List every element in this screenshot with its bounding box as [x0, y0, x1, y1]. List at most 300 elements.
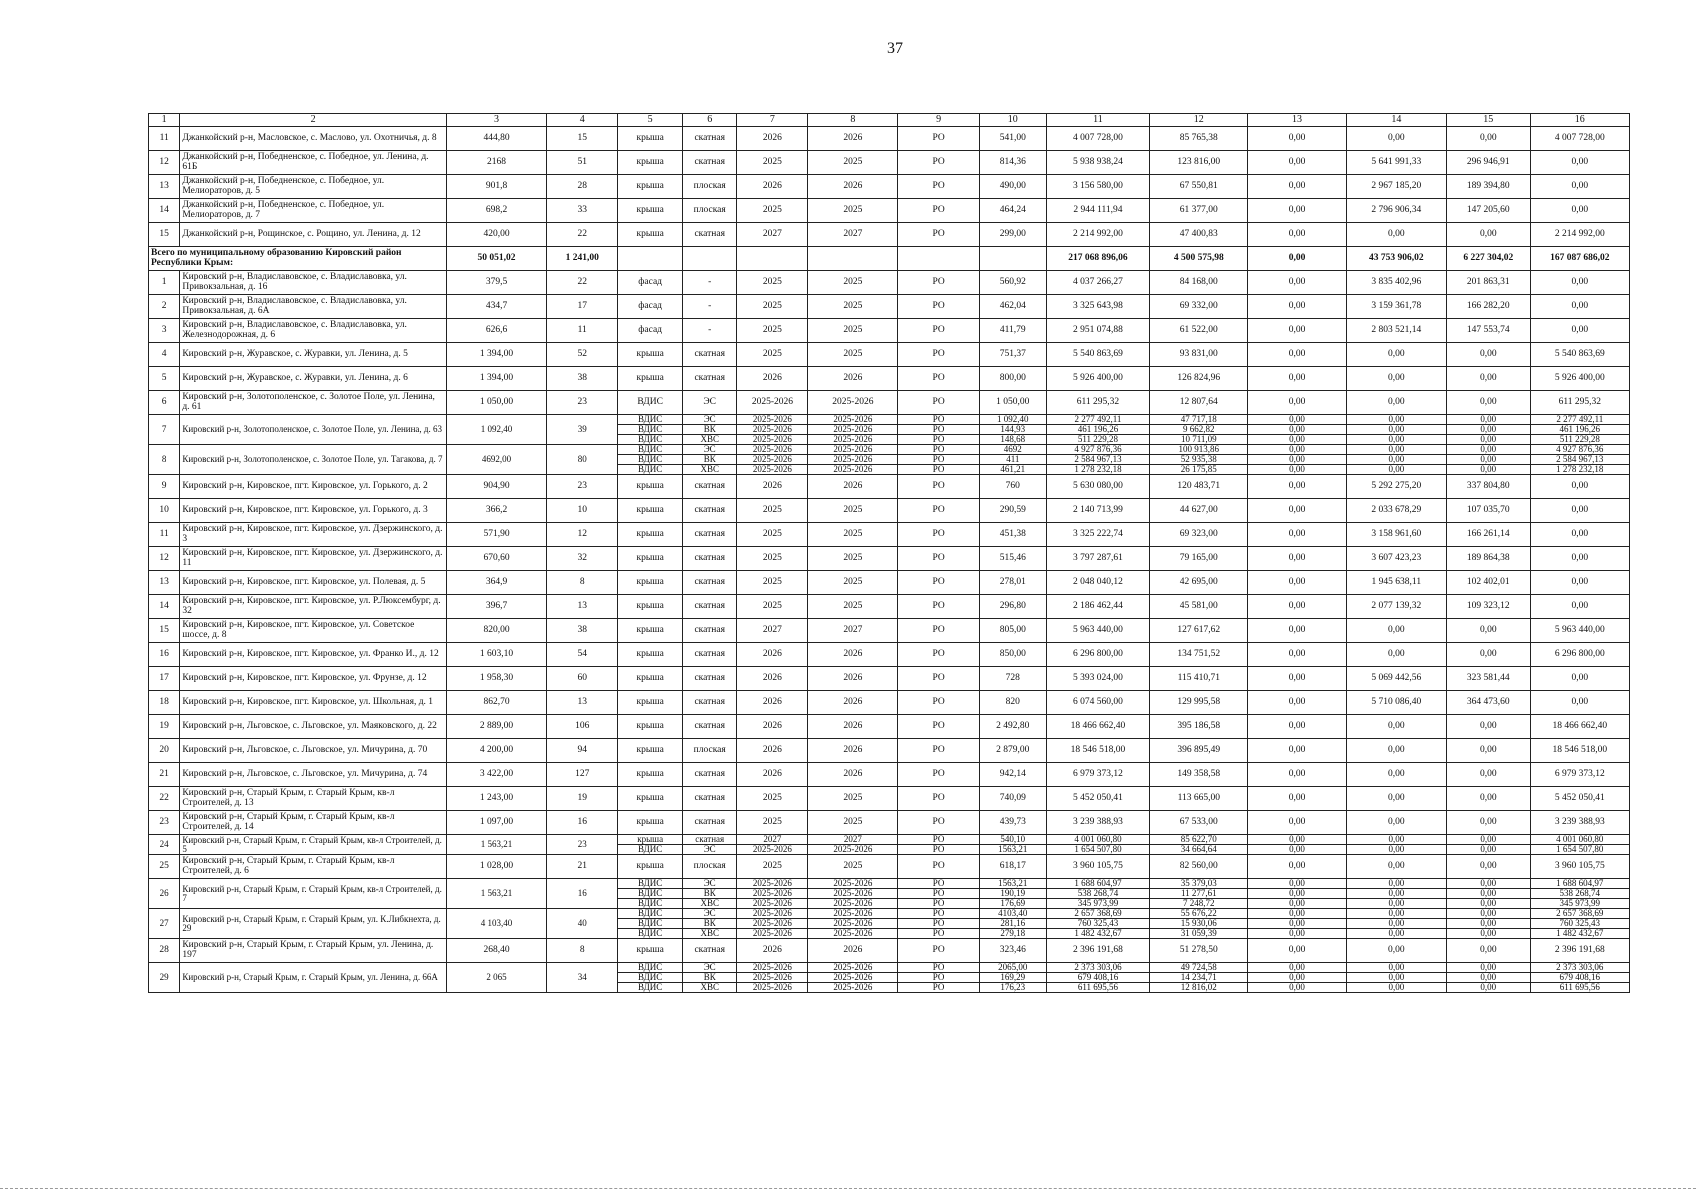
- address-cell: Кировский р-н, Кировское, пгт. Кировское, ул. Горького, д. 3: [180, 499, 447, 523]
- col15-cell: 189 864,38: [1446, 547, 1530, 571]
- total-cost-cell: 1 654 507,80: [1046, 845, 1149, 855]
- year-end-cell: 2025: [808, 547, 898, 571]
- total-cost-cell: 3 797 287,61: [1046, 547, 1149, 571]
- year-start-cell: 2026: [737, 715, 808, 739]
- col12-cell: 10 711,09: [1150, 435, 1248, 445]
- year-end-cell: 2026: [808, 475, 898, 499]
- year-start-cell: 2026: [737, 939, 808, 963]
- unit-cell: 2 492,80: [979, 715, 1046, 739]
- col12-cell: 12 807,64: [1150, 391, 1248, 415]
- col16-cell: 0,00: [1530, 151, 1629, 175]
- table-row: [149, 271, 1630, 295]
- col15-cell: 0,00: [1446, 465, 1530, 475]
- area-cell: 1 097,00: [446, 811, 546, 835]
- col14-cell: 0,00: [1346, 763, 1446, 787]
- total-cost-cell: 4 007 728,00: [1046, 127, 1149, 151]
- year-end-cell: 2026: [808, 691, 898, 715]
- area-cell: 420,00: [446, 223, 546, 247]
- year-end-cell: 2026: [808, 939, 898, 963]
- residents-cell: 11: [547, 319, 618, 343]
- fund-cell: РО: [898, 983, 980, 993]
- year-end-cell: 2027: [808, 223, 898, 247]
- col14-cell: 0,00: [1346, 973, 1446, 983]
- area-cell: 396,7: [446, 595, 546, 619]
- col13-cell: 0,00: [1248, 909, 1346, 919]
- col12-cell: 52 935,38: [1150, 455, 1248, 465]
- fund-cell: РО: [898, 963, 980, 973]
- residents-cell: 106: [547, 715, 618, 739]
- year-start-cell: 2027: [737, 835, 808, 845]
- roof-type-cell: -: [683, 319, 737, 343]
- col14-cell: 0,00: [1346, 855, 1446, 879]
- col12-cell: 11 277,61: [1150, 889, 1248, 899]
- element-cell: ВДИС: [618, 899, 683, 909]
- fund-cell: РО: [898, 127, 980, 151]
- unit-cell: 1 050,00: [979, 391, 1046, 415]
- col13-cell: 0,00: [1248, 343, 1346, 367]
- address-cell: Джанкойский р-н, Рощинское, с. Рощино, ул. Ленина, д. 12: [180, 223, 447, 247]
- fund-cell: РО: [898, 835, 980, 845]
- col12-cell: 85 622,70: [1150, 835, 1248, 845]
- col15-cell: 0,00: [1446, 391, 1530, 415]
- col16-cell: 1 688 604,97: [1530, 879, 1629, 889]
- col15-cell: 323 581,44: [1446, 667, 1530, 691]
- fund-cell: РО: [898, 425, 980, 435]
- col15-cell: 0,00: [1446, 425, 1530, 435]
- col15-cell: 201 863,31: [1446, 271, 1530, 295]
- area-cell: 4692,00: [446, 445, 546, 475]
- col12-cell: 42 695,00: [1150, 571, 1248, 595]
- address-cell: Кировский р-н, Льговское, с. Льговское, ул. Маяковского, д. 22: [180, 715, 447, 739]
- col13-cell: 0,00: [1248, 435, 1346, 445]
- total-cost-cell: 345 973,99: [1046, 899, 1149, 909]
- roof-type-cell: скатная: [683, 475, 737, 499]
- residents-cell: 52: [547, 343, 618, 367]
- year-end-cell: 2025-2026: [808, 929, 898, 939]
- col16-cell: 2 396 191,68: [1530, 939, 1629, 963]
- col14-cell: 5 069 442,56: [1346, 667, 1446, 691]
- area-cell: 1 563,21: [446, 879, 546, 909]
- column-number-6: 6: [683, 114, 737, 127]
- table-row: [149, 223, 1630, 247]
- element-cell: ВДИС: [618, 973, 683, 983]
- area-cell: 2 065: [446, 963, 546, 993]
- unit-cell: 490,00: [979, 175, 1046, 199]
- address-cell: Кировский р-н, Льговское, с. Льговское, ул. Мичурина, д. 74: [180, 763, 447, 787]
- col12-cell: 26 175,85: [1150, 465, 1248, 475]
- col14-cell: 2 077 139,32: [1346, 595, 1446, 619]
- column-number-2: 2: [180, 114, 447, 127]
- table-row: [149, 295, 1630, 319]
- col13-cell: 0,00: [1248, 199, 1346, 223]
- year-start-cell: 2026: [737, 643, 808, 667]
- row-number-cell: 14: [149, 199, 180, 223]
- col12-cell: 67 550,81: [1150, 175, 1248, 199]
- row-number-cell: 16: [149, 643, 180, 667]
- col14-cell: 0,00: [1346, 983, 1446, 993]
- fund-cell: РО: [898, 343, 980, 367]
- fund-cell: РО: [898, 715, 980, 739]
- col13-cell: 0,00: [1248, 465, 1346, 475]
- fund-cell: РО: [898, 619, 980, 643]
- total-cost-cell: 2 214 992,00: [1046, 223, 1149, 247]
- col14-cell: 2 796 906,34: [1346, 199, 1446, 223]
- col14-cell: 0,00: [1346, 939, 1446, 963]
- col13-cell: 0,00: [1248, 445, 1346, 455]
- address-cell: Кировский р-н, Льговское, с. Льговское, ул. Мичурина, д. 70: [180, 739, 447, 763]
- roof-type-cell: [683, 247, 737, 271]
- year-start-cell: 2025: [737, 571, 808, 595]
- col15-cell: 364 473,60: [1446, 691, 1530, 715]
- col16-cell: 0,00: [1530, 547, 1629, 571]
- address-cell: Кировский р-н, Золотополенское, с. Золотое Поле, ул. Тагакова, д. 7: [180, 445, 447, 475]
- column-number-4: 4: [547, 114, 618, 127]
- total-cost-cell: 2 277 492,11: [1046, 415, 1149, 425]
- col16-cell: 0,00: [1530, 595, 1629, 619]
- year-end-cell: 2026: [808, 127, 898, 151]
- table-row: [149, 909, 1630, 919]
- col16-cell: 0,00: [1530, 319, 1629, 343]
- year-end-cell: 2025-2026: [808, 973, 898, 983]
- year-end-cell: 2025: [808, 595, 898, 619]
- total-cost-cell: 511 229,28: [1046, 435, 1149, 445]
- year-end-cell: 2025: [808, 343, 898, 367]
- col16-cell: 1 482 432,67: [1530, 929, 1629, 939]
- col13-cell: 0,00: [1248, 367, 1346, 391]
- roof-type-cell: ЭС: [683, 879, 737, 889]
- fund-cell: РО: [898, 223, 980, 247]
- roof-type-cell: ВК: [683, 889, 737, 899]
- table-row: [149, 739, 1630, 763]
- col16-cell: 18 546 518,00: [1530, 739, 1629, 763]
- col12-cell: 84 168,00: [1150, 271, 1248, 295]
- col15-cell: 107 035,70: [1446, 499, 1530, 523]
- unit-cell: 411: [979, 455, 1046, 465]
- total-cost-cell: 2 951 074,88: [1046, 319, 1149, 343]
- unit-cell: 176,23: [979, 983, 1046, 993]
- total-cost-cell: 3 325 643,98: [1046, 295, 1149, 319]
- year-start-cell: 2025: [737, 547, 808, 571]
- unit-cell: 1563,21: [979, 879, 1046, 889]
- fund-cell: РО: [898, 939, 980, 963]
- unit-cell: 850,00: [979, 643, 1046, 667]
- total-cost-cell: 4 001 060,80: [1046, 835, 1149, 845]
- address-cell: Кировский р-н, Журавское, с. Журавки, ул. Ленина, д. 5: [180, 343, 447, 367]
- total-cost-cell: 760 325,43: [1046, 919, 1149, 929]
- fund-cell: РО: [898, 547, 980, 571]
- total-cost-cell: 5 938 938,24: [1046, 151, 1149, 175]
- address-cell: Кировский р-н, Кировское, пгт. Кировское, ул. Франко И., д. 12: [180, 643, 447, 667]
- col15-cell: 0,00: [1446, 909, 1530, 919]
- table-row: [149, 523, 1630, 547]
- year-end-cell: 2025: [808, 811, 898, 835]
- total-cost-cell: 2 396 191,68: [1046, 939, 1149, 963]
- area-cell: 670,60: [446, 547, 546, 571]
- total-cost-cell: 1 482 432,67: [1046, 929, 1149, 939]
- residents-cell: 54: [547, 643, 618, 667]
- residents-cell: 16: [547, 879, 618, 909]
- roof-type-cell: скатная: [683, 715, 737, 739]
- column-number-5: 5: [618, 114, 683, 127]
- row-number-cell: 14: [149, 595, 180, 619]
- address-cell: Кировский р-н, Кировское, пгт. Кировское, ул. Школьная, д. 1: [180, 691, 447, 715]
- unit-cell: 740,09: [979, 787, 1046, 811]
- year-start-cell: 2025: [737, 319, 808, 343]
- col16-cell: 18 466 662,40: [1530, 715, 1629, 739]
- area-cell: 50 051,02: [446, 247, 546, 271]
- col15-cell: 0,00: [1446, 127, 1530, 151]
- row-number-cell: 28: [149, 939, 180, 963]
- col16-cell: 167 087 686,02: [1530, 247, 1629, 271]
- table-row: [149, 319, 1630, 343]
- col12-cell: 31 059,39: [1150, 929, 1248, 939]
- residents-cell: 10: [547, 499, 618, 523]
- fund-cell: РО: [898, 523, 980, 547]
- col12-cell: 79 165,00: [1150, 547, 1248, 571]
- col13-cell: 0,00: [1248, 319, 1346, 343]
- element-cell: крыша: [618, 343, 683, 367]
- col15-cell: 0,00: [1446, 763, 1530, 787]
- row-number-cell: 12: [149, 151, 180, 175]
- fund-cell: РО: [898, 271, 980, 295]
- col16-cell: 0,00: [1530, 199, 1629, 223]
- col16-cell: 1 654 507,80: [1530, 845, 1629, 855]
- fund-cell: РО: [898, 455, 980, 465]
- col13-cell: 0,00: [1248, 889, 1346, 899]
- col13-cell: 0,00: [1248, 691, 1346, 715]
- residents-cell: 12: [547, 523, 618, 547]
- col13-cell: 0,00: [1248, 595, 1346, 619]
- unit-cell: 1 092,40: [979, 415, 1046, 425]
- area-cell: 2 889,00: [446, 715, 546, 739]
- col16-cell: 0,00: [1530, 571, 1629, 595]
- fund-cell: РО: [898, 199, 980, 223]
- residents-cell: 38: [547, 619, 618, 643]
- col14-cell: 0,00: [1346, 435, 1446, 445]
- element-cell: ВДИС: [618, 929, 683, 939]
- unit-cell: 541,00: [979, 127, 1046, 151]
- col12-cell: 49 724,58: [1150, 963, 1248, 973]
- fund-cell: РО: [898, 391, 980, 415]
- area-cell: 364,9: [446, 571, 546, 595]
- column-number-15: 15: [1446, 114, 1530, 127]
- area-cell: 3 422,00: [446, 763, 546, 787]
- residents-cell: 32: [547, 547, 618, 571]
- table-row: [149, 691, 1630, 715]
- col12-cell: 51 278,50: [1150, 939, 1248, 963]
- fund-cell: РО: [898, 929, 980, 939]
- col14-cell: 0,00: [1346, 619, 1446, 643]
- area-cell: 444,80: [446, 127, 546, 151]
- col16-cell: 2 277 492,11: [1530, 415, 1629, 425]
- total-cost-cell: 3 156 580,00: [1046, 175, 1149, 199]
- col14-cell: 0,00: [1346, 391, 1446, 415]
- col12-cell: 395 186,58: [1150, 715, 1248, 739]
- year-end-cell: 2025-2026: [808, 899, 898, 909]
- table-row: [149, 939, 1630, 963]
- total-cost-cell: 6 979 373,12: [1046, 763, 1149, 787]
- col16-cell: 611 295,32: [1530, 391, 1629, 415]
- element-cell: ВДИС: [618, 909, 683, 919]
- address-cell: Кировский р-н, Старый Крым, г. Старый Крым, ул. Ленина, д. 197: [180, 939, 447, 963]
- unit-cell: 2065,00: [979, 963, 1046, 973]
- fund-cell: РО: [898, 643, 980, 667]
- col13-cell: 0,00: [1248, 151, 1346, 175]
- element-cell: фасад: [618, 319, 683, 343]
- row-number-cell: 21: [149, 763, 180, 787]
- fund-cell: РО: [898, 445, 980, 455]
- fund-cell: РО: [898, 879, 980, 889]
- roof-type-cell: ХВС: [683, 899, 737, 909]
- col13-cell: 0,00: [1248, 899, 1346, 909]
- element-cell: крыша: [618, 835, 683, 845]
- total-cost-cell: 461 196,26: [1046, 425, 1149, 435]
- row-number-cell: 26: [149, 879, 180, 909]
- area-cell: 1 563,21: [446, 835, 546, 855]
- col12-cell: 34 664,64: [1150, 845, 1248, 855]
- col15-cell: 337 804,80: [1446, 475, 1530, 499]
- total-cost-cell: 3 325 222,74: [1046, 523, 1149, 547]
- area-cell: 1 050,00: [446, 391, 546, 415]
- col13-cell: 0,00: [1248, 879, 1346, 889]
- address-cell: Кировский р-н, Кировское, пгт. Кировское, ул. Полевая, д. 5: [180, 571, 447, 595]
- col16-cell: 2 373 303,06: [1530, 963, 1629, 973]
- col15-cell: 0,00: [1446, 223, 1530, 247]
- col15-cell: 166 261,14: [1446, 523, 1530, 547]
- residents-cell: 16: [547, 811, 618, 835]
- fund-cell: РО: [898, 499, 980, 523]
- total-label-cell: Всего по муниципальному образованию Кировский район Республики Крым:: [149, 247, 447, 271]
- col12-cell: 127 617,62: [1150, 619, 1248, 643]
- col16-cell: 461 196,26: [1530, 425, 1629, 435]
- col13-cell: 0,00: [1248, 391, 1346, 415]
- total-cost-cell: 5 926 400,00: [1046, 367, 1149, 391]
- residents-cell: 94: [547, 739, 618, 763]
- area-cell: 626,6: [446, 319, 546, 343]
- unit-cell: 942,14: [979, 763, 1046, 787]
- col15-cell: 0,00: [1446, 445, 1530, 455]
- col13-cell: 0,00: [1248, 929, 1346, 939]
- element-cell: крыша: [618, 811, 683, 835]
- area-cell: 698,2: [446, 199, 546, 223]
- year-start-cell: 2026: [737, 739, 808, 763]
- unit-cell: 800,00: [979, 367, 1046, 391]
- col16-cell: 5 963 440,00: [1530, 619, 1629, 643]
- roof-type-cell: скатная: [683, 835, 737, 845]
- row-number-cell: 8: [149, 445, 180, 475]
- roof-type-cell: ЭС: [683, 963, 737, 973]
- element-cell: ВДИС: [618, 465, 683, 475]
- address-cell: Кировский р-н, Старый Крым, г. Старый Крым, кв-л Строителей, д. 14: [180, 811, 447, 835]
- address-cell: Кировский р-н, Старый Крым, г. Старый Крым, кв-л Строителей, д. 13: [180, 787, 447, 811]
- col13-cell: 0,00: [1248, 547, 1346, 571]
- address-cell: Джанкойский р-н, Победненское, с. Победное, ул. Ленина, д. 61Б: [180, 151, 447, 175]
- element-cell: крыша: [618, 643, 683, 667]
- year-start-cell: 2025: [737, 271, 808, 295]
- element-cell: ВДИС: [618, 963, 683, 973]
- row-number-cell: 24: [149, 835, 180, 855]
- program-table: [148, 113, 1630, 993]
- year-start-cell: 2025-2026: [737, 435, 808, 445]
- table-row: [149, 643, 1630, 667]
- unit-cell: 4692: [979, 445, 1046, 455]
- col14-cell: 0,00: [1346, 127, 1446, 151]
- col15-cell: 0,00: [1446, 919, 1530, 929]
- col16-cell: 611 695,56: [1530, 983, 1629, 993]
- element-cell: крыша: [618, 739, 683, 763]
- unit-cell: 296,80: [979, 595, 1046, 619]
- table-row: [149, 415, 1630, 425]
- col15-cell: 109 323,12: [1446, 595, 1530, 619]
- column-number-10: 10: [979, 114, 1046, 127]
- element-cell: ВДИС: [618, 415, 683, 425]
- row-number-cell: 2: [149, 295, 180, 319]
- element-cell: крыша: [618, 855, 683, 879]
- col15-cell: 102 402,01: [1446, 571, 1530, 595]
- fund-cell: РО: [898, 175, 980, 199]
- residents-cell: 22: [547, 223, 618, 247]
- col13-cell: 0,00: [1248, 571, 1346, 595]
- fund-cell: РО: [898, 973, 980, 983]
- fund-cell: РО: [898, 319, 980, 343]
- table-row: [149, 619, 1630, 643]
- total-cost-cell: 2 140 713,99: [1046, 499, 1149, 523]
- year-end-cell: 2025-2026: [808, 425, 898, 435]
- roof-type-cell: скатная: [683, 811, 737, 835]
- col12-cell: 134 751,52: [1150, 643, 1248, 667]
- year-end-cell: 2026: [808, 667, 898, 691]
- year-start-cell: 2025-2026: [737, 889, 808, 899]
- element-cell: ВДИС: [618, 919, 683, 929]
- col12-cell: 61 522,00: [1150, 319, 1248, 343]
- year-start-cell: 2025-2026: [737, 963, 808, 973]
- address-cell: Кировский р-н, Старый Крым, г. Старый Крым, ул. Ленина, д. 66А: [180, 963, 447, 993]
- roof-type-cell: ВК: [683, 425, 737, 435]
- total-cost-cell: 4 037 266,27: [1046, 271, 1149, 295]
- col12-cell: 115 410,71: [1150, 667, 1248, 691]
- year-end-cell: 2025-2026: [808, 919, 898, 929]
- col15-cell: 0,00: [1446, 929, 1530, 939]
- col15-cell: 0,00: [1446, 455, 1530, 465]
- row-number-cell: 11: [149, 523, 180, 547]
- col15-cell: 0,00: [1446, 879, 1530, 889]
- roof-type-cell: скатная: [683, 367, 737, 391]
- year-end-cell: [808, 247, 898, 271]
- col14-cell: 0,00: [1346, 415, 1446, 425]
- year-end-cell: 2025-2026: [808, 909, 898, 919]
- unit-cell: 279,18: [979, 929, 1046, 939]
- year-end-cell: 2025: [808, 571, 898, 595]
- col14-cell: 0,00: [1346, 899, 1446, 909]
- total-cost-cell: 2 048 040,12: [1046, 571, 1149, 595]
- total-cost-cell: 538 268,74: [1046, 889, 1149, 899]
- total-cost-cell: 6 296 800,00: [1046, 643, 1149, 667]
- fund-cell: РО: [898, 855, 980, 879]
- residents-cell: 13: [547, 595, 618, 619]
- row-number-cell: 13: [149, 571, 180, 595]
- year-start-cell: 2025: [737, 499, 808, 523]
- area-cell: 1 394,00: [446, 343, 546, 367]
- col15-cell: 0,00: [1446, 435, 1530, 445]
- fund-cell: РО: [898, 295, 980, 319]
- element-cell: ВДИС: [618, 889, 683, 899]
- roof-type-cell: ХВС: [683, 929, 737, 939]
- row-number-cell: 27: [149, 909, 180, 939]
- year-end-cell: 2025-2026: [808, 391, 898, 415]
- fund-cell: РО: [898, 435, 980, 445]
- fund-cell: РО: [898, 787, 980, 811]
- col15-cell: 0,00: [1446, 739, 1530, 763]
